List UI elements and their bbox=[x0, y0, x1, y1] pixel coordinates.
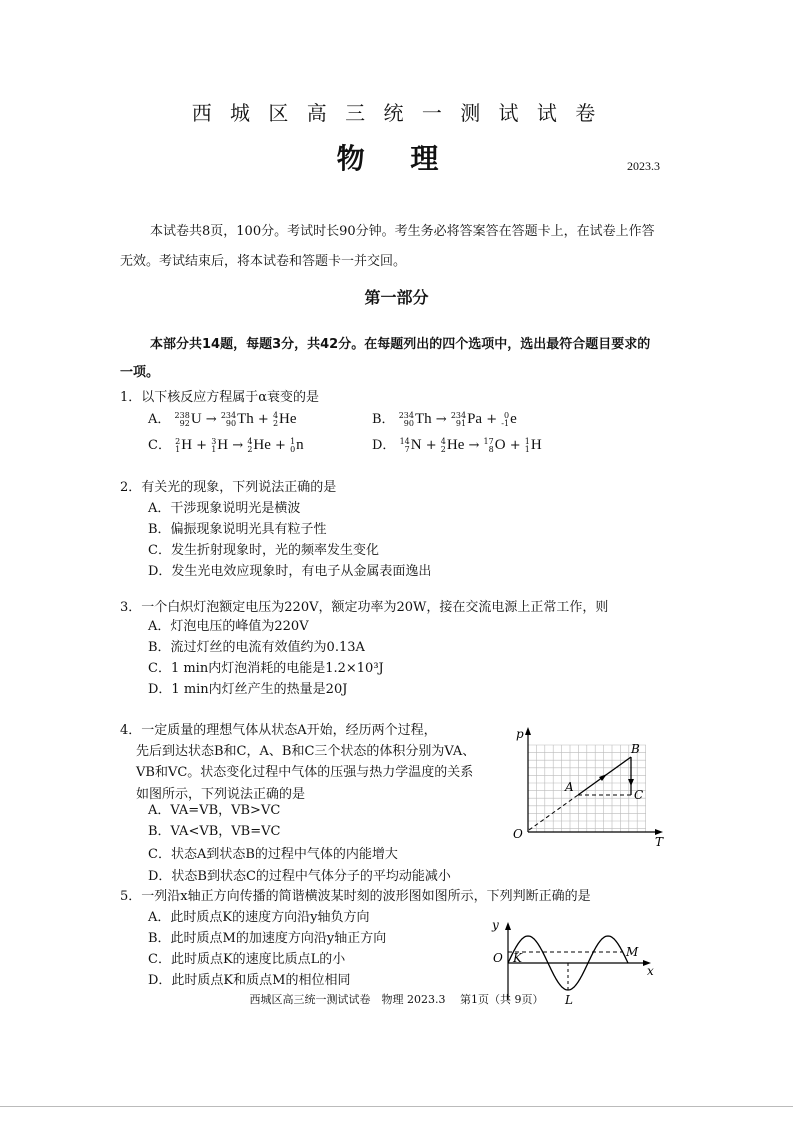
q2-option-b: B．偏振现象说明光具有粒子性 bbox=[148, 522, 327, 537]
nuclide: 238 92 U bbox=[174, 410, 202, 428]
operator: → bbox=[431, 412, 451, 427]
option-label: A． bbox=[148, 412, 175, 427]
ab-arrow bbox=[599, 774, 607, 781]
operator: + bbox=[192, 438, 212, 453]
q4-option-d: D．状态B到状态C的过程中气体分子的平均动能减小 bbox=[148, 869, 451, 884]
nuclide: 0 -1 e bbox=[501, 410, 517, 428]
exam-date: 2023.3 bbox=[627, 159, 660, 173]
q4-stem-4: 如图所示，下列说法正确的是 bbox=[136, 787, 306, 802]
operator: + bbox=[421, 438, 441, 453]
operator: → bbox=[228, 438, 248, 453]
y-label: y bbox=[492, 918, 499, 932]
p-axis-arrow bbox=[525, 727, 531, 735]
q5-option-d: D．此时质点K和质点M的相位相同 bbox=[148, 973, 351, 988]
q3-option-c: C．1 min内灯泡消耗的电能是1.2×10³J bbox=[148, 661, 384, 676]
q3-option-d: D．1 min内灯丝产生的热量是20J bbox=[148, 682, 348, 697]
point-l-label: L bbox=[565, 993, 573, 1007]
q2-option-a: A．干涉现象说明光是横波 bbox=[148, 501, 301, 516]
operator: + bbox=[482, 412, 502, 427]
nuclide: 4 2 He bbox=[247, 436, 271, 454]
operator: + bbox=[505, 438, 525, 453]
option-label: C． bbox=[148, 438, 176, 453]
operator: → bbox=[464, 438, 484, 453]
nuclide: 234 91 Pa bbox=[450, 410, 483, 428]
q5-option-a: A．此时质点K的速度方向沿y轴负方向 bbox=[148, 910, 370, 925]
operator: + bbox=[270, 438, 291, 453]
option-label: B． bbox=[372, 412, 399, 427]
t-label: T bbox=[655, 835, 664, 849]
q3-stem: 3．一个白炽灯泡额定电压为220V，额定功率为20W，接在交流电源上正常工作，则 bbox=[120, 600, 609, 615]
subject-title: 物 理 bbox=[336, 142, 457, 175]
nuclide: 3 1 H bbox=[211, 436, 229, 454]
part-title: 第一部分 bbox=[364, 288, 429, 307]
nuclide: 2 1 H bbox=[175, 436, 193, 454]
q4-stem-1: 4．一定质量的理想气体从状态A开始，经历两个过程， bbox=[120, 723, 437, 738]
q2-option-d: D．发生光电效应现象时，有电子从金属表面逸出 bbox=[148, 564, 432, 579]
point-b-label: B bbox=[631, 742, 640, 756]
q4-stem-3: VB和VC。状态变化过程中气体的压强与热力学温度的关系 bbox=[136, 765, 474, 780]
nuclide: 14 7 N bbox=[399, 436, 422, 454]
point-m-label: M bbox=[626, 945, 639, 959]
part-intro-1: 本部分共14题，每题3分，共42分。在每题列出的四个选项中，选出最符合题目要求的 bbox=[150, 337, 651, 352]
intro-line-1: 本试卷共8页，100分。考试时长90分钟。考生务必将答案答在答题卡上，在试卷上作答 bbox=[150, 224, 655, 239]
q4-option-b: B．VA<VB，VB=VC bbox=[148, 824, 281, 839]
part-intro-2: 一项。 bbox=[120, 365, 160, 380]
q3-option-b: B．流过灯丝的电流有效值约为0.13A bbox=[148, 640, 365, 655]
intro-line-2: 无效。考试结束后，将本试卷和答题卡一并交回。 bbox=[120, 254, 407, 269]
point-k-label: K bbox=[513, 951, 522, 965]
q4-option-a: A．VA=VB，VB>VC bbox=[148, 803, 281, 818]
p-label: p bbox=[516, 727, 524, 741]
q4-option-c: C．状态A到状态B的过程中气体的内能增大 bbox=[148, 847, 398, 862]
q4-stem-2: 先后到达状态B和C，A、B和C三个状态的体积分别为VA、 bbox=[136, 744, 476, 759]
nuclide: 1 1 H bbox=[524, 436, 542, 454]
q2-option-c: C．发生折射现象时，光的频率发生变化 bbox=[148, 543, 379, 558]
q2-stem: 2．有关光的现象，下列说法正确的是 bbox=[120, 480, 337, 495]
x-label: x bbox=[647, 964, 654, 978]
operator: → bbox=[201, 412, 221, 427]
nuclide: 234 90 Th bbox=[398, 410, 432, 428]
y-axis-arrow bbox=[505, 922, 511, 930]
nuclide: 4 2 He bbox=[272, 410, 297, 428]
origin-label: O bbox=[513, 827, 523, 841]
q1-stem: 1．以下核反应方程属于α衰变的是 bbox=[120, 390, 320, 405]
q5-stem: 5．一列沿x轴正方向传播的简谐横波某时刻的波形图如图所示，下列判断正确的是 bbox=[120, 889, 591, 904]
page-footer: 西城区高三统一测试试卷 物理 2023.3 第1页（共 9页） bbox=[249, 993, 544, 1006]
q5-option-b: B．此时质点M的加速度方向沿y轴正方向 bbox=[148, 931, 387, 946]
origin-label: O bbox=[493, 951, 503, 965]
nuclide: 1 0 n bbox=[290, 436, 304, 454]
nuclide: 234 90 Th bbox=[220, 410, 254, 428]
operator: + bbox=[253, 412, 273, 427]
option-label: D． bbox=[372, 438, 400, 453]
point-a-label: A bbox=[565, 780, 574, 794]
point-c-label: C bbox=[634, 788, 644, 802]
page-bottom-rule bbox=[0, 1106, 793, 1107]
q5-option-c: C．此时质点K的速度比质点L的小 bbox=[148, 952, 346, 967]
exam-title: 西 城 区 高 三 统 一 测 试 试 卷 bbox=[191, 101, 602, 125]
nuclide: 17 8 O bbox=[483, 436, 506, 454]
nuclide: 4 2 He bbox=[440, 436, 465, 454]
q3-option-a: A．灯泡电压的峰值为220V bbox=[148, 619, 309, 634]
